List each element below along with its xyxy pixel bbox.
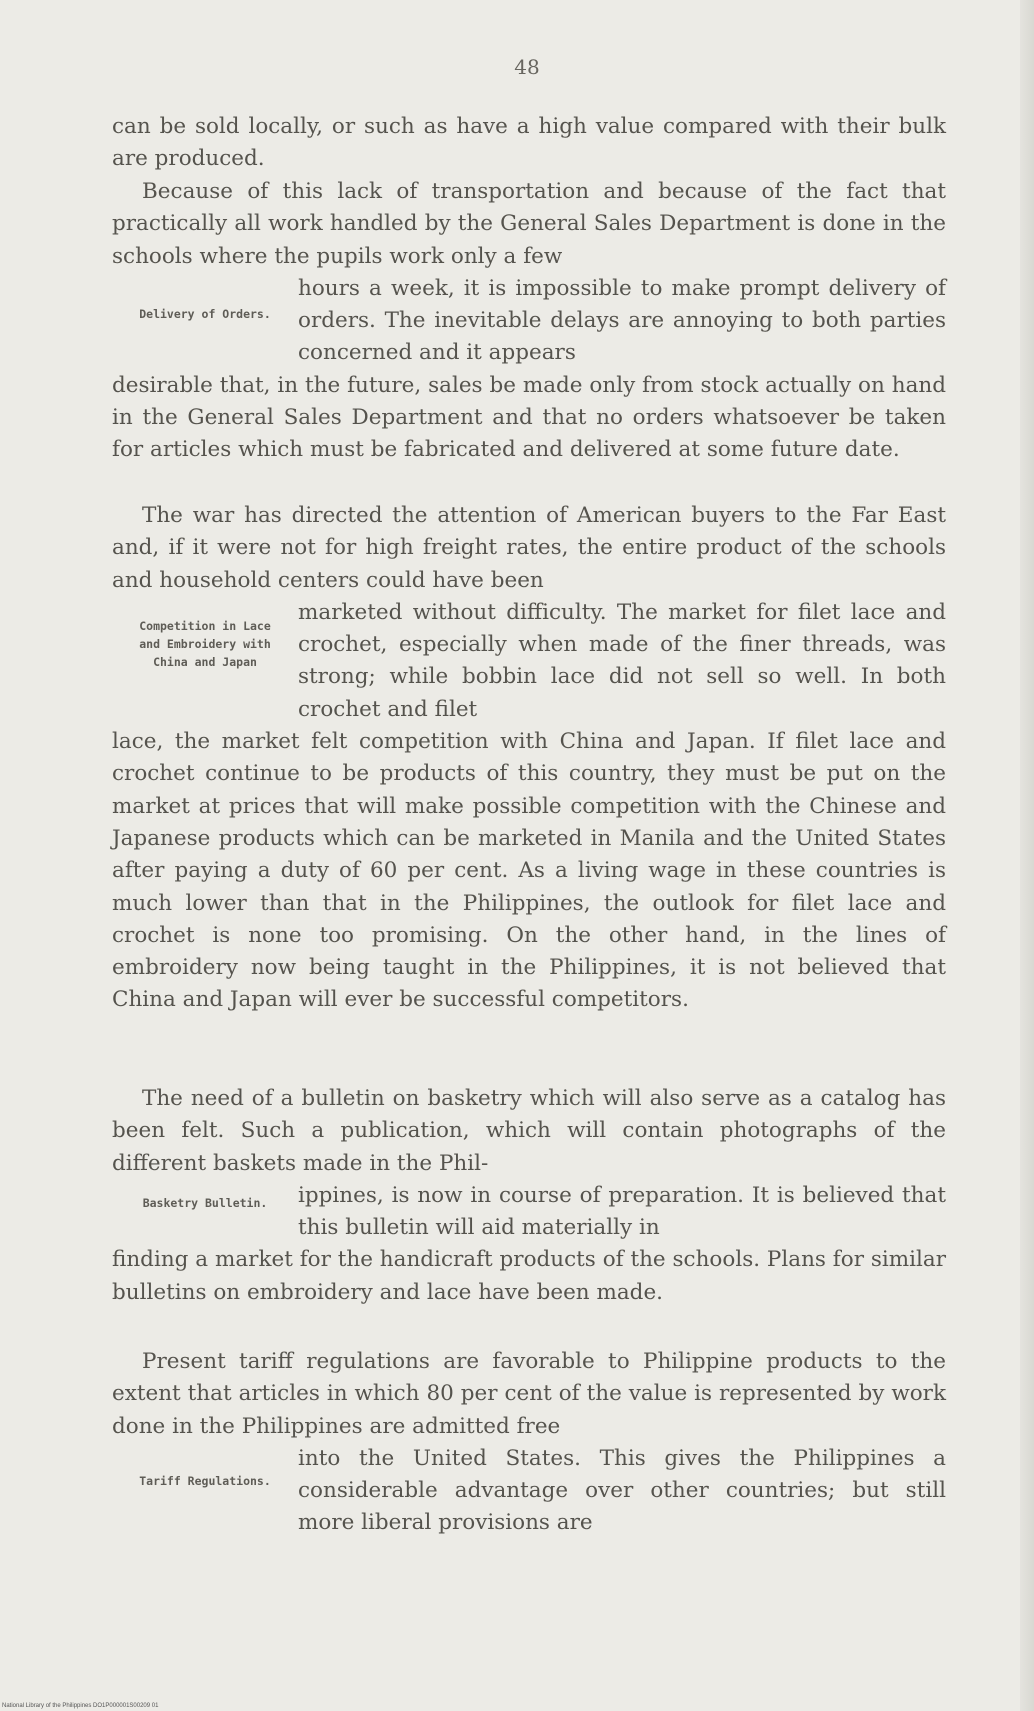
page-edge-shadow (1020, 0, 1034, 1711)
paragraph-text: can be sold locally, or such as have a high value compared with their bulk are produced. (112, 114, 946, 172)
paragraph-text-side: marketed without difficulty. The market for filet lace and crochet, especially when made of the finer threads, was strong; while bobbin lace did not sell so well. In both crochet and filet (298, 599, 946, 722)
margin-note-tariff: Tariff Regulations. (139, 1474, 271, 1488)
paragraph-5 (112, 1346, 946, 1540)
paragraph-text-side: ippines, is now in course of preparation. It is believed that this bulletin will aid materially in (298, 1182, 946, 1241)
paragraph-3 (112, 500, 946, 1017)
paragraph-text-top: The war has directed the attention of American buyers to the Far East and, if it were not for high freight rates, the entire product of the schools and household centers could have been (112, 503, 946, 593)
footer-credit: National Library of the Philippines DO1P000001S00209 01 (2, 1703, 159, 1709)
paragraph-text-bottom: lace, the market felt competition with China and Japan. If filet lace and crochet continue to be products of this country, they must be put on the market at prices that will make possible competition with the Chinese and Japanese products which can be marketed in Manila and the United States after paying a duty of 60 per cent. As a living wage in these countries is much lower than that in the Philippines, the outlook for filet lace and crochet is none too promising. On the other hand, in the lines of embroidery now being taught in the Philippines, it is not believed that China and Japan will ever be successful competitors. (112, 729, 946, 1013)
paragraph-text-bottom: desirable that, in the future, sales be made only from stock actually on hand in the General Sales Department and that no orders whatsoever be taken for articles which must be fabricated and delivered at some future date. (112, 372, 946, 463)
paragraph-text-bottom: finding a market for the handicraft products of the schools. Plans for similar bulletins on embroidery and lace have been made. (112, 1247, 946, 1305)
paragraph-text-top: Because of this lack of transportation and because of the fact that practically all work handled by the General Sales Department is done in the schools where the pupils work only a few (112, 179, 946, 269)
paragraph-text-top: Present tariff regulations are favorable to Philippine products to the extent that articles in which 80 per cent of the value is represented by work done in the Philippines are admitted free (112, 1349, 946, 1439)
margin-note-competition: Competition in Lace and Embroidery with China and Japan (139, 619, 271, 669)
paragraph-text-top: The need of a bulletin on basketry which will also serve as a catalog has been felt. Such a publication, which will contain photographs of the different baskets made in the Phil- (112, 1086, 946, 1176)
page-number: 48 (514, 55, 540, 79)
paragraph-text-side: hours a week, it is impossible to make prompt delivery of orders. The inevitable delays are annoying to both parties concerned and it appears (298, 275, 946, 366)
margin-note-basketry: Basketry Bulletin. (142, 1196, 268, 1210)
paragraph-text-side: into the United States. This gives the Philippines a considerable advantage over other countries; but still more liberal provisions are (298, 1445, 946, 1536)
paragraph-1 (112, 111, 946, 176)
margin-note-delivery: Delivery of Orders. (139, 307, 271, 321)
